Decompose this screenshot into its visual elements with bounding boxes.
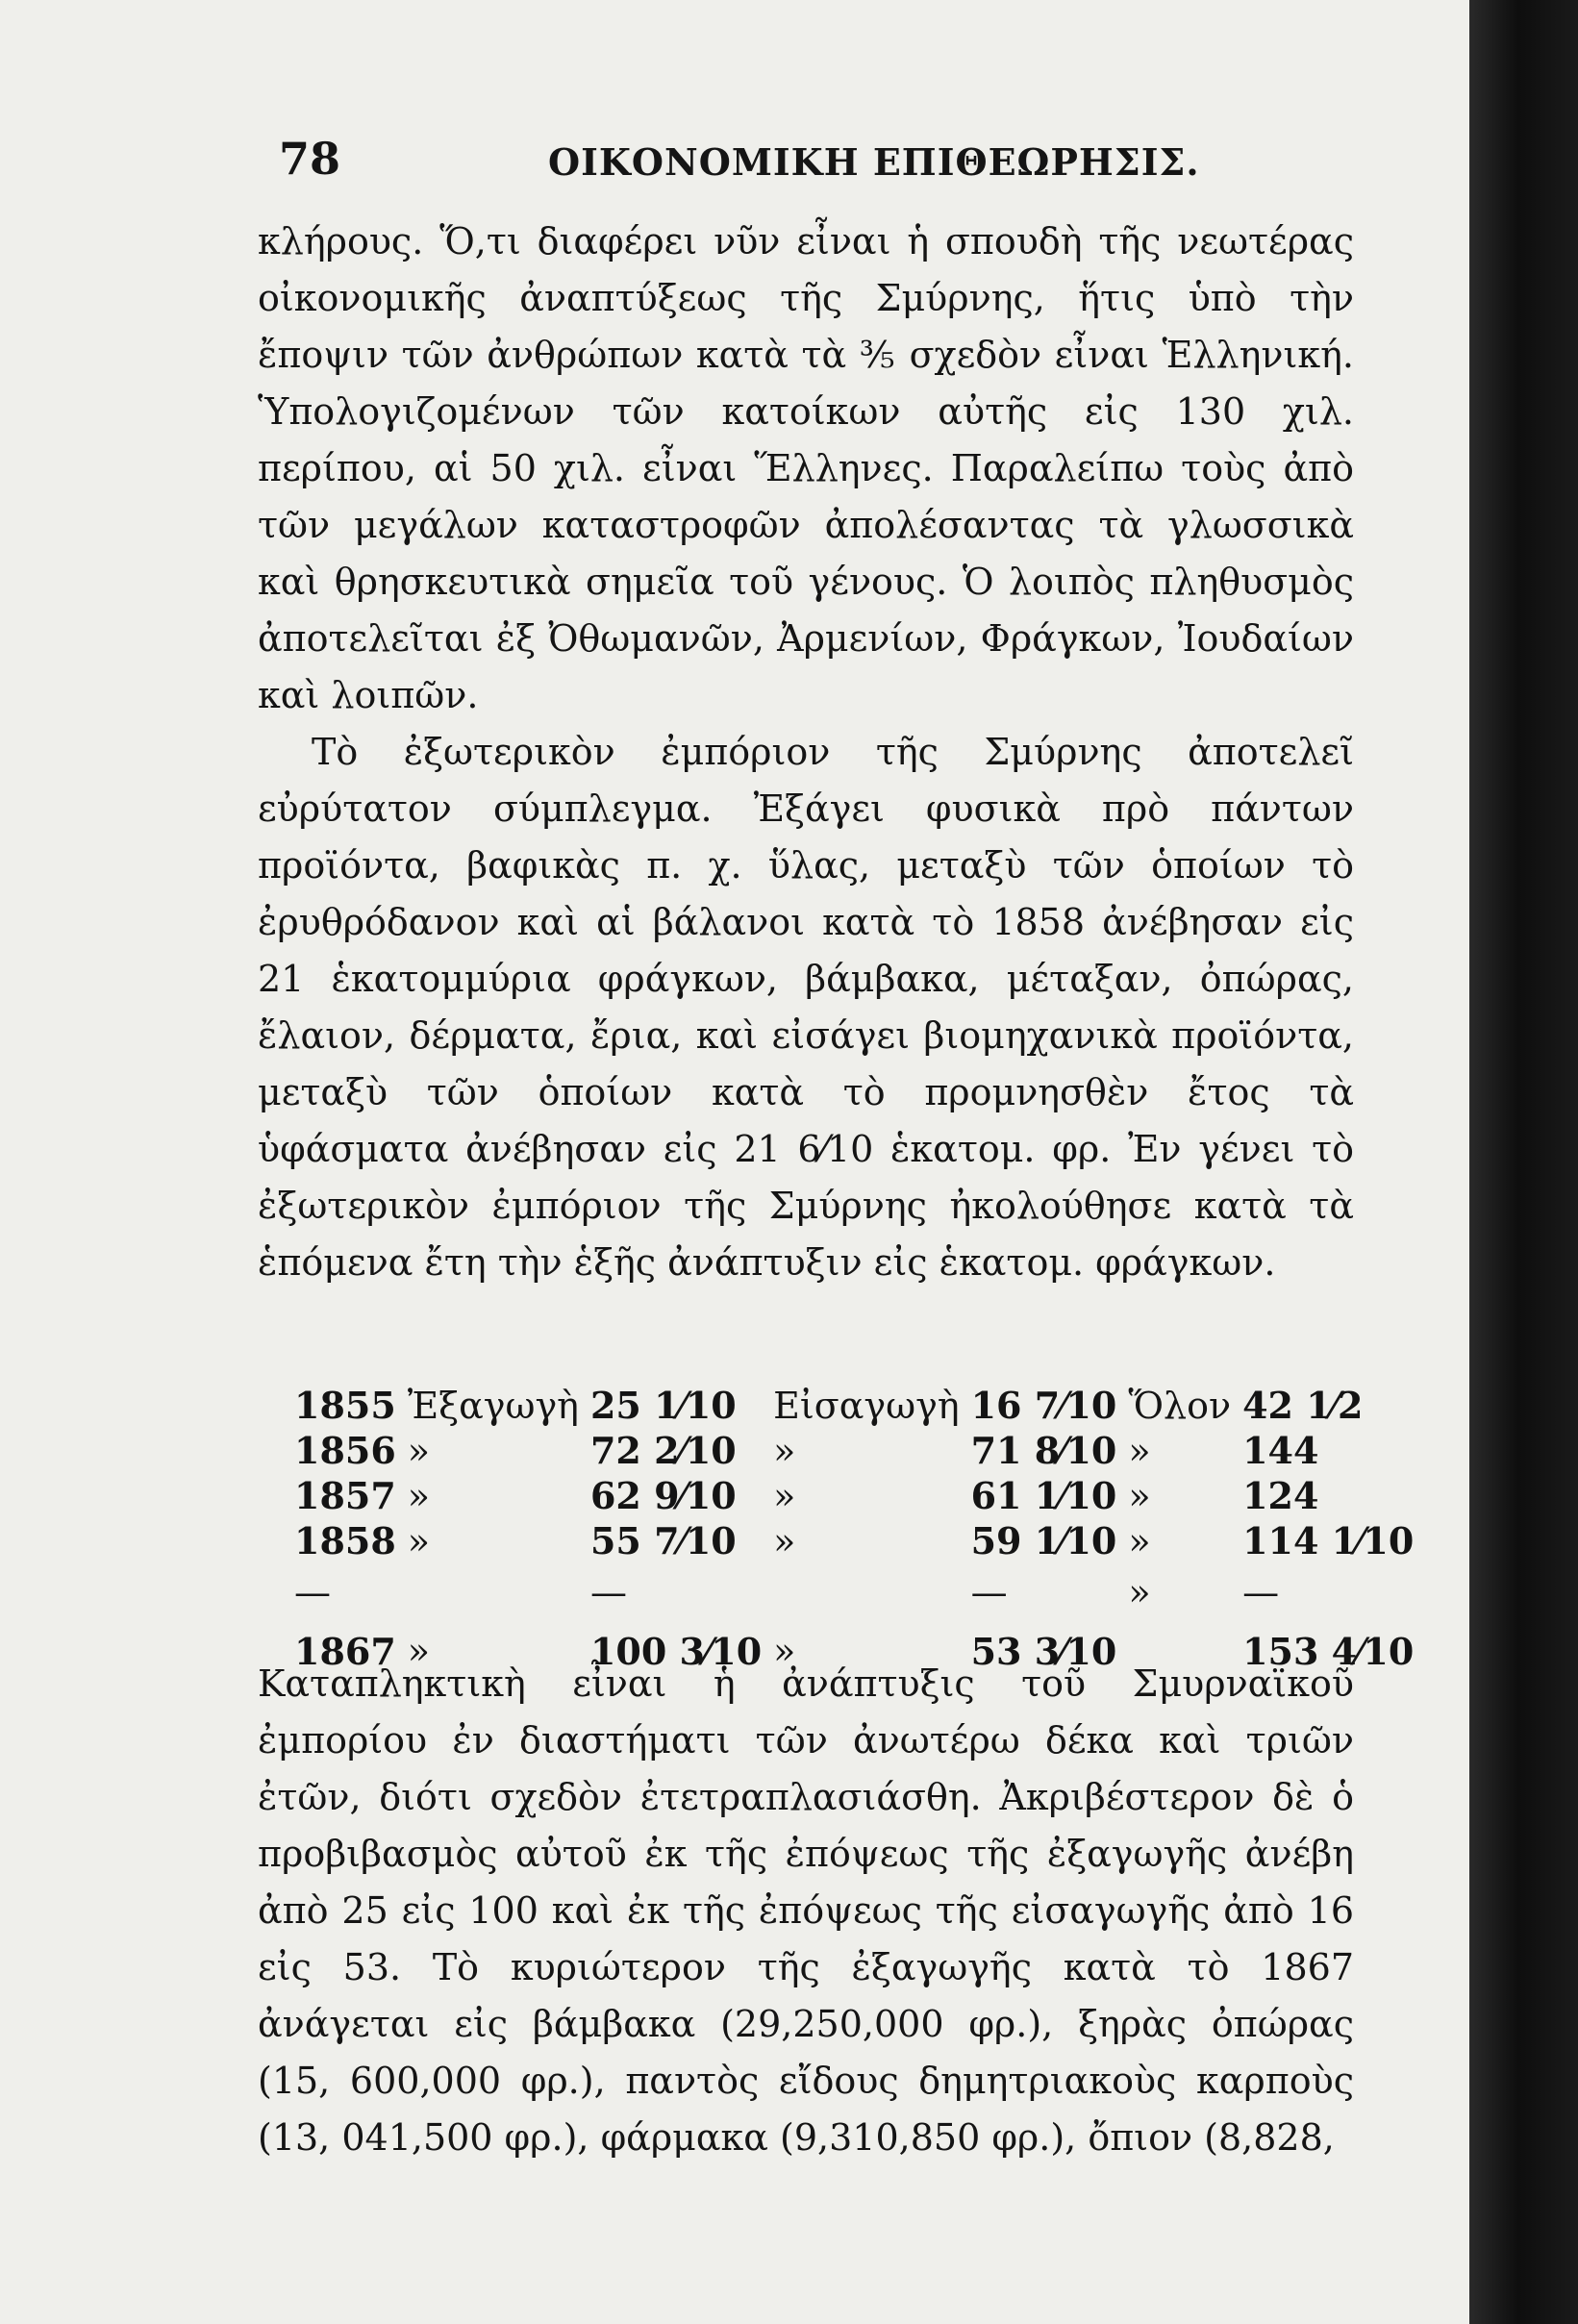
table-row xyxy=(288,1473,1419,1518)
ditto-mark: » xyxy=(407,1630,431,1672)
ditto-mark: » xyxy=(407,1429,431,1472)
book-spine-shadow xyxy=(1469,0,1578,2324)
paragraph-2: Τὸ ἐξωτερικὸν ἐμπόριον τῆς Σμύρνης ἀποτελεῖ εὐρύτατον σύμπλεγμα. Ἐξάγει φυσικὰ πρὸ πάντων προϊόντα, βαφικὰς π. χ. ὕλας, μεταξὺ τῶν ὁποίων τὸ ἐρυθρόδανον καὶ αἱ βάλανοι κατὰ τὸ 1858 ἀνέβησαν εἰς 21 ἑκατομμύρια φράγκων, βάμβακα, μέταξαν, ὀπώρας, ἔλαιον, δέρματα, ἔρια, καὶ εἰσάγει βιομηχανικὰ προϊόντα, μεταξὺ τῶν ὁποίων κατὰ τὸ προμνησθὲν ἔτος τὰ ὑφάσματα ἀνέβησαν εἰς 21 6⁄10 ἑκατομ. φρ. Ἐν γένει τὸ ἐξωτερικὸν ἐμπόριον τῆς Σμύρνης ἠκολούθησε κατὰ τὰ ἑπόμενα ἔτη τὴν ἑξῆς ἀνάπτυξιν εἰς ἑκατομ. φράγκων. xyxy=(258,731,1354,1284)
ditto-mark: » xyxy=(1128,1429,1151,1472)
paragraph-1: κλήρους. Ὅ,τι διαφέρει νῦν εἶναι ἡ σπουδὴ τῆς νεωτέρας οἰκονομικῆς ἀναπτύξεως τῆς Σμύρνης, ἥτις ὑπὸ τὴν ἔποψιν τῶν ἀνθρώπων κατὰ τὰ ⅗ σχεδὸν εἶναι Ἑλληνική. Ὑπολογιζομένων τῶν κατοίκων αὐτῆς εἰς 130 χιλ. περίπου, αἱ 50 χιλ. εἶναι Ἕλληνες. Παραλείπω τοὺς ἀπὸ τῶν μεγάλων καταστροφῶν ἀπολέσαντας τὰ γλωσσικὰ καὶ θρησκευτικὰ σημεῖα τοῦ γένους. Ὁ λοιπὸς πληθυσμὸς ἀποτελεῖται ἐξ Ὀθωμανῶν, Ἀρμενίων, Φράγκων, Ἰουδαίων καὶ λοιπῶν. xyxy=(258,220,1354,716)
ditto-mark: » xyxy=(773,1429,796,1472)
ditto-mark: » xyxy=(1128,1519,1151,1562)
table-separator-row xyxy=(288,1563,1419,1621)
year-cell: 1855 xyxy=(294,1384,396,1427)
dash-mark: — xyxy=(294,1571,331,1613)
body-text-after-table xyxy=(258,1656,1354,2166)
import-value: 71 8⁄10 xyxy=(970,1429,1117,1472)
body-text-before-table xyxy=(258,213,1354,1291)
import-label: Εἰσαγωγὴ xyxy=(773,1384,960,1427)
table-row xyxy=(288,1518,1419,1563)
total-value: 114 1⁄10 xyxy=(1242,1519,1415,1562)
journal-title: ΟΙΚΟΝΟΜΙΚΗ ΕΠΙΘΕΩΡΗΣΙΣ. xyxy=(548,140,1200,184)
dash-mark: — xyxy=(589,1571,627,1613)
ditto-mark: » xyxy=(1128,1474,1151,1517)
total-label: Ὅλον xyxy=(1128,1384,1232,1427)
ditto-mark: » xyxy=(773,1519,796,1562)
total-value: 153 4⁄10 xyxy=(1242,1629,1415,1673)
dash-mark: — xyxy=(1242,1571,1280,1613)
import-value: 61 1⁄10 xyxy=(970,1474,1117,1517)
page-number: 78 xyxy=(279,133,341,185)
export-label: Ἐξαγωγὴ xyxy=(407,1384,579,1427)
year-cell: 1856 xyxy=(294,1429,396,1472)
import-value: 16 7⁄10 xyxy=(970,1384,1117,1427)
running-head xyxy=(279,133,1385,190)
dash-mark: — xyxy=(970,1571,1008,1613)
export-value: 62 9⁄10 xyxy=(589,1474,737,1517)
ditto-mark: » xyxy=(407,1519,431,1562)
table-row xyxy=(288,1383,1419,1428)
export-value: 55 7⁄10 xyxy=(589,1519,737,1562)
year-cell: 1867 xyxy=(294,1629,396,1673)
export-value: 25 1⁄10 xyxy=(589,1384,737,1427)
import-value: 59 1⁄10 xyxy=(970,1519,1117,1562)
ditto-mark: » xyxy=(773,1474,796,1517)
total-value: 124 xyxy=(1242,1474,1319,1517)
import-value: 53 3⁄10 xyxy=(970,1629,1117,1673)
paragraph-3: Καταπληκτικὴ εἶναι ἡ ἀνάπτυξις τοῦ Σμυρναϊκοῦ ἐμπορίου ἐν διαστήματι τῶν ἀνωτέρω δέκα καὶ τριῶν ἐτῶν, διότι σχεδὸν ἐτετραπλασιάσθη. Ἀκριβέστερον δὲ ὁ προβιβασμὸς αὐτοῦ ἐκ τῆς ἐπόψεως τῆς ἐξαγωγῆς ἀνέβη ἀπὸ 25 εἰς 100 καὶ ἐκ τῆς ἐπόψεως τῆς εἰσαγωγῆς ἀπὸ 16 εἰς 53. Τὸ κυριώτερον τῆς ἐξαγωγῆς κατὰ τὸ 1867 ἀνάγεται εἰς βάμβακα (29,250,000 φρ.), ξηρὰς ὀπώρας (15, 600,000 φρ.), παντὸς εἴδους δημητριακοὺς καρποὺς (13, 041,500 φρ.), φάρμακα (9,310,850 φρ.), ὄπιον (8,828, xyxy=(258,1662,1354,2159)
export-value: 100 3⁄10 xyxy=(589,1629,763,1673)
ditto-mark: » xyxy=(773,1630,796,1672)
trade-table xyxy=(288,1383,1419,1681)
total-value: 42 1⁄2 xyxy=(1242,1384,1364,1427)
export-value: 72 2⁄10 xyxy=(589,1429,737,1472)
table-row xyxy=(288,1428,1419,1473)
ditto-mark: » xyxy=(407,1474,431,1517)
year-cell: 1858 xyxy=(294,1519,396,1562)
year-cell: 1857 xyxy=(294,1474,396,1517)
ditto-mark: » xyxy=(1128,1571,1151,1613)
total-value: 144 xyxy=(1242,1429,1319,1472)
